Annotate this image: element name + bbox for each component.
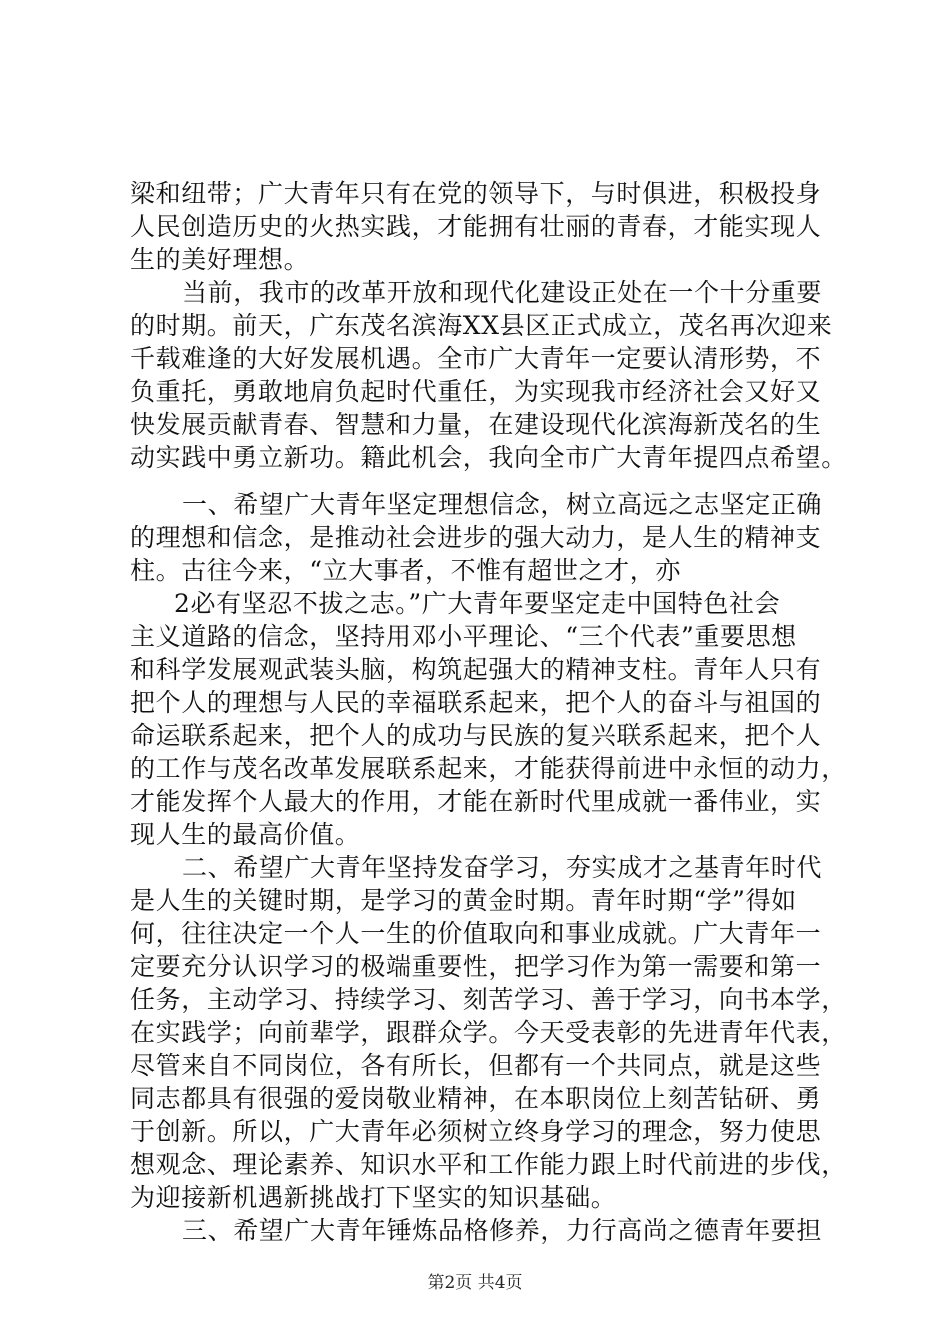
- text-line: 把个人的理想与人民的幸福联系起来，把个人的奋斗与祖国的: [130, 688, 822, 717]
- text-line: 梁和纽带；广大青年只有在党的领导下，与时俱进，积极投身: [130, 179, 822, 208]
- text-line: 同志都具有很强的爱岗敬业精神，在本职岗位上刻苦钻研、勇: [130, 1084, 822, 1113]
- text-line: 动实践中勇立新功。籍此机会，我向全市广大青年提四点希望。: [130, 443, 847, 472]
- text-line: 在实践学；向前辈学，跟群众学。今天受表彰的先进青年代表，: [130, 1018, 847, 1047]
- text-line: 二、希望广大青年坚持发奋学习，夯实成才之基青年时代: [182, 853, 823, 882]
- text-line: 一、希望广大青年坚定理想信念，树立高远之志坚定正确: [182, 490, 823, 519]
- text-line: 现人生的最高价值。: [130, 820, 361, 849]
- text-line: 柱。古往今来，“立大事者，不惟有超世之才，亦: [130, 556, 681, 585]
- text-line: 生的美好理想。: [130, 245, 310, 274]
- text-line: 何，往往决定一个人一生的价值取向和事业成就。广大青年一: [130, 919, 822, 948]
- text-line: 才能发挥个人最大的作用，才能在新时代里成就一番伟业，实: [130, 787, 822, 816]
- text-line: 2必有坚忍不拔之志。”广大青年要坚定走中国特色社会: [174, 589, 781, 618]
- text-line: 当前，我市的改革开放和现代化建设正处在一个十分重要: [182, 278, 823, 307]
- text-line: 想观念、理论素养、知识水平和工作能力跟上时代前进的步伐，: [130, 1150, 847, 1179]
- page-number: 第2页 共4页: [427, 1273, 523, 1293]
- text-line: 于创新。所以，广大青年必须树立终身学习的理念，努力使思: [130, 1117, 822, 1146]
- text-line: 人民创造历史的火热实践，才能拥有壮丽的青春，才能实现人: [130, 212, 822, 241]
- text-line: 快发展贡献青春、智慧和力量，在建设现代化滨海新茂名的生: [130, 410, 822, 439]
- text-line: 定要充分认识学习的极端重要性，把学习作为第一需要和第一: [130, 952, 822, 981]
- text-line: 的时期。前天，广东茂名滨海XX县区正式成立，茂名再次迎来: [130, 311, 833, 340]
- text-line: 主义道路的信念，坚持用邓小平理论、“三个代表”重要思想: [130, 622, 797, 651]
- text-line: 负重托，勇敢地肩负起时代重任，为实现我市经济社会又好又: [130, 377, 822, 406]
- text-line: 的理想和信念，是推动社会进步的强大动力，是人生的精神支: [130, 523, 822, 552]
- text-line: 命运联系起来，把个人的成功与民族的复兴联系起来，把个人: [130, 721, 822, 750]
- text-line: 是人生的关键时期，是学习的黄金时期。青年时期“学”得如: [130, 886, 797, 915]
- text-line: 千载难逢的大好发展机遇。全市广大青年一定要认清形势，不: [130, 344, 822, 373]
- text-line: 三、希望广大青年锤炼品格修养，力行高尚之德青年要担: [182, 1216, 823, 1245]
- text-line: 任务，主动学习、持续学习、刻苦学习、善于学习，向书本学，: [130, 985, 847, 1014]
- text-line: 和科学发展观武装头脑，构筑起强大的精神支柱。青年人只有: [130, 655, 822, 684]
- text-line: 为迎接新机遇新挑战打下坚实的知识基础。: [130, 1183, 617, 1212]
- text-line: 的工作与茂名改革发展联系起来，才能获得前进中永恒的动力，: [130, 754, 847, 783]
- text-line: 尽管来自不同岗位，各有所长，但都有一个共同点，就是这些: [130, 1051, 822, 1080]
